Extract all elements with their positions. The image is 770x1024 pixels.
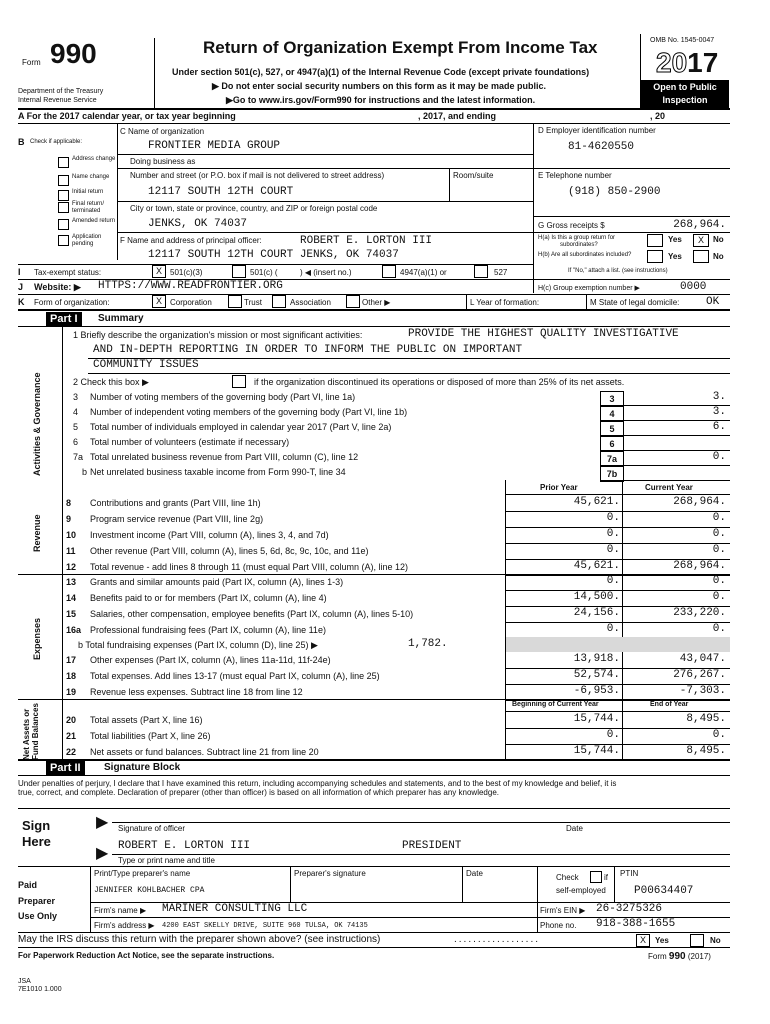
- e-label: E Telephone number: [538, 171, 612, 180]
- line-text: Number of independent voting members of the governing body (Part VI, line 1b): [90, 407, 408, 417]
- row-text: Salaries, other compensation, employee benefits (Part IX, column (A), lines 5-10): [90, 609, 414, 619]
- b-checkbox[interactable]: [58, 219, 69, 230]
- opt-501c3: 501(c)(3): [170, 268, 203, 277]
- discuss-no-label: No: [710, 936, 721, 945]
- line-number: 5: [73, 422, 79, 432]
- discuss-no-checkbox[interactable]: [690, 934, 704, 947]
- row-current-value: 0.: [712, 544, 726, 556]
- phone-label: Phone no.: [540, 921, 577, 930]
- sign-arrow-icon: ▶: [96, 814, 109, 831]
- b-item-label: Amended return: [72, 218, 116, 224]
- row-text: Total expenses. Add lines 13-17 (must equal Part IX, column (A), line 25): [90, 671, 380, 681]
- signer-title: PRESIDENT: [402, 840, 462, 852]
- b-checkbox[interactable]: [58, 190, 69, 201]
- row-current-value: 0.: [712, 729, 726, 741]
- line-value: 3.: [712, 406, 726, 418]
- corporation-checkbox[interactable]: X: [152, 295, 166, 308]
- firm-ein-label: Firm's EIN ▶: [540, 906, 586, 915]
- line16b-label: b Total fundraising expenses (Part IX, column (D), line 25) ▶: [78, 640, 318, 650]
- row-prior-value: 45,621.: [573, 496, 620, 508]
- part2-title: Signature Block: [104, 762, 181, 773]
- row-prior-value: 15,744.: [573, 713, 620, 725]
- row-current-value: 0.: [712, 512, 726, 524]
- paperwork-notice: For Paperwork Reduction Act Notice, see the separate instructions.: [18, 951, 275, 960]
- row-text: Total liabilities (Part X, line 26): [90, 731, 211, 741]
- discuss-question: May the IRS discuss this return with the preparer shown above? (see instructions): [18, 934, 381, 945]
- side-net-2: Fund Balances: [31, 703, 40, 760]
- room-label: Room/suite: [453, 171, 494, 180]
- row-number: 18: [66, 671, 77, 681]
- hb-label: H(b) Are all subordinates included?: [538, 252, 632, 258]
- mission-line-1: PROVIDE THE HIGHEST QUALITY INVESTIGATIVE: [408, 328, 679, 340]
- form-of-org-label: Form of organization:: [34, 298, 110, 307]
- line2-label: 2 Check this box ▶: [73, 377, 149, 387]
- row-a-end: , 20: [650, 111, 666, 121]
- firm-address: 4200 EAST SKELLY DRIVE, SUITE 960 TULSA, OK 74135: [162, 922, 368, 930]
- d-label: D Employer identification number: [538, 126, 656, 135]
- subtitle-1: Under section 501(c), 527, or 4947(a)(1) of the Internal Revenue Code (except private foundations): [172, 67, 590, 77]
- opt-corporation: Corporation: [170, 298, 212, 307]
- mission-line-3: COMMUNITY ISSUES: [93, 359, 199, 371]
- part1-title: Summary: [98, 313, 144, 324]
- discuss-yes-label: Yes: [655, 936, 669, 945]
- row-prior-value: 0.: [606, 623, 620, 635]
- subtitle-3: ▶Go to www.irs.gov/Form990 for instructions and the latest information.: [226, 95, 536, 105]
- omb-number: OMB No. 1545-0047: [650, 37, 715, 44]
- street-label: Number and street (or P.O. box if mail is not delivered to street address): [130, 171, 385, 180]
- other-checkbox[interactable]: [346, 295, 360, 308]
- row-text: Net assets or fund balances. Subtract line 21 from line 20: [90, 747, 319, 757]
- row-text: Program service revenue (Part VIII, line 2g): [90, 514, 264, 524]
- hb-no-label: No: [713, 252, 724, 261]
- print-name-label: Print/Type preparer's name: [94, 869, 191, 878]
- preparer-phone: 918-388-1655: [596, 918, 676, 930]
- line-value: 6.: [712, 421, 726, 433]
- prep-date-label: Date: [466, 869, 483, 878]
- form-ref: Form 990 (2017): [648, 951, 711, 962]
- line-box-number: 7b: [600, 466, 624, 482]
- ptin-label: PTIN: [620, 869, 639, 878]
- website-label: Website: ▶: [34, 282, 81, 292]
- row-text: Grants and similar amounts paid (Part IX, column (A), lines 1-3): [90, 577, 344, 587]
- ptin-value: P00634407: [634, 885, 694, 897]
- firm-ein: 26-3275326: [596, 903, 663, 915]
- dba-label: Doing business as: [130, 157, 196, 166]
- row-current-value: 0.: [712, 623, 726, 635]
- row-number: 10: [66, 530, 77, 540]
- year-outline: 20: [656, 47, 688, 78]
- perjury-line-1: Under penalties of perjury, I declare that I have examined this return, including accompanying schedules and statements, and to the best of my knowledge and belief, it is: [18, 779, 617, 788]
- dept-line1: Department of the Treasury: [18, 88, 104, 95]
- row-text: Investment income (Part VIII, column (A), lines 3, 4, and 7d): [90, 530, 329, 540]
- line-number: 3: [73, 392, 79, 402]
- line-text: Total number of volunteers (estimate if necessary): [90, 437, 290, 447]
- opt-association: Association: [290, 298, 331, 307]
- 501c-checkbox[interactable]: [232, 265, 246, 278]
- line-number: b: [82, 467, 88, 477]
- ha-no-box[interactable]: X: [693, 234, 709, 247]
- ha-label: H(a) Is this a group return for: [538, 235, 616, 241]
- year-bold: 17: [687, 47, 719, 78]
- line2-checkbox[interactable]: [232, 375, 246, 388]
- 527-checkbox[interactable]: [474, 265, 488, 278]
- discuss-dots: ..................: [454, 934, 541, 945]
- b-item-label: Initial return: [72, 189, 104, 195]
- side-net-1: Net Assets or: [22, 708, 31, 760]
- dept-line2: Internal Revenue Service: [18, 97, 97, 104]
- form-word: Form: [22, 58, 41, 67]
- row-current-value: 268,964.: [673, 496, 726, 508]
- row-prior-value: 0.: [606, 528, 620, 540]
- line-value: 0.: [712, 451, 726, 463]
- ha-sub: subordinates?: [560, 242, 598, 248]
- line-number: 4: [73, 407, 79, 417]
- row-current-value: 0.: [712, 575, 726, 587]
- ein: 81-4620550: [568, 141, 635, 153]
- section-b-label: B: [18, 137, 25, 147]
- opt-trust: Trust: [244, 298, 262, 307]
- subtitle-2: ▶ Do not enter social security numbers on this form as it may be made public.: [212, 81, 546, 91]
- prior-year-header: Prior Year: [540, 483, 578, 492]
- line-box-number: 7a: [600, 451, 624, 467]
- row-number: 20: [66, 715, 77, 725]
- hb-no-box[interactable]: [693, 250, 709, 263]
- row-current-value: 8,495.: [686, 713, 726, 725]
- hb-yes-label: Yes: [668, 252, 682, 261]
- row-number: 17: [66, 655, 77, 665]
- line1-label: 1 Briefly describe the organization's mission or most significant activities:: [73, 330, 363, 340]
- row-prior-value: -6,953.: [573, 685, 620, 697]
- form-title: Return of Organization Exempt From Income Tax: [203, 38, 598, 57]
- row-prior-value: 0.: [606, 575, 620, 587]
- boy-header: Beginning of Current Year: [512, 701, 599, 708]
- line-box-number: 3: [600, 391, 624, 407]
- opt-527: 527: [494, 268, 508, 277]
- line16b-value: 1,782.: [408, 638, 448, 650]
- line16b-shade: [506, 637, 730, 652]
- org-name: FRONTIER MEDIA GROUP: [148, 140, 281, 152]
- m-label: M State of legal domicile:: [590, 298, 680, 307]
- row-current-value: 0.: [712, 528, 726, 540]
- hc-value: 0000: [680, 281, 707, 293]
- b-checkbox[interactable]: [58, 235, 69, 246]
- trust-checkbox[interactable]: [228, 295, 242, 308]
- phone: (918) 850-2900: [568, 186, 661, 198]
- row-number: 9: [66, 514, 72, 524]
- paid-label-2: Preparer: [18, 896, 56, 906]
- tax-year: [656, 47, 718, 79]
- perjury-line-2: true, correct, and complete. Declaration of preparer (other than officer) is based on all information of which preparer has any knowledge.: [18, 788, 499, 797]
- opt-other: Other ▶: [362, 298, 391, 307]
- row-prior-value: 24,156.: [573, 607, 620, 619]
- row-text: Other revenue (Part VIII, column (A), lines 5, 6d, 8c, 9c, 10c, and 11e): [90, 546, 369, 556]
- mission-line-2: AND IN-DEPTH REPORTING IN ORDER TO INFORM THE PUBLIC ON IMPORTANT: [93, 344, 523, 356]
- row-prior-value: 14,500.: [573, 591, 620, 603]
- check-label: Check: [556, 873, 579, 882]
- firm-name: MARINER CONSULTING LLC: [162, 903, 308, 915]
- row-a-mid: , 2017, and ending: [418, 111, 497, 121]
- row-current-value: 0.: [712, 591, 726, 603]
- line-box-number: 5: [600, 421, 624, 437]
- b-item-label: Final return/ terminated: [72, 201, 105, 214]
- row-prior-value: 15,744.: [573, 745, 620, 757]
- row-number: 19: [66, 687, 77, 697]
- row-text: Total assets (Part X, line 16): [90, 715, 203, 725]
- line-text: Number of voting members of the governing body (Part VI, line 1a): [90, 392, 356, 402]
- c-label: C Name of organization: [120, 127, 205, 136]
- row-number: 22: [66, 747, 77, 757]
- type-name-label: Type or print name and title: [118, 856, 215, 865]
- l-label: L Year of formation:: [470, 298, 540, 307]
- part1-badge: Part I: [46, 312, 82, 326]
- row-prior-value: 0.: [606, 729, 620, 741]
- check-if-applicable: Check if applicable:: [30, 139, 83, 145]
- g-label: G Gross receipts $: [538, 221, 605, 230]
- jsa-code: 7E1010 1.000: [18, 986, 62, 993]
- prep-sig-label: Preparer's signature: [294, 869, 366, 878]
- sign-arrow2-icon: ▶: [96, 845, 109, 862]
- discuss-yes-checkbox[interactable]: X: [636, 934, 650, 947]
- b-item-label: Address change: [72, 156, 116, 162]
- signer-name: ROBERT E. LORTON III: [118, 840, 251, 852]
- eoy-header: End of Year: [650, 701, 689, 708]
- row-number: 15: [66, 609, 77, 619]
- ha-yes-box[interactable]: [647, 234, 663, 247]
- website-value[interactable]: HTTPS://WWW.READFRONTIER.ORG: [98, 280, 283, 292]
- b-checkbox[interactable]: [58, 157, 69, 168]
- row-k-label: K: [18, 297, 25, 307]
- street: 12117 SOUTH 12TH COURT: [148, 186, 294, 198]
- current-year-header: Current Year: [645, 483, 693, 492]
- paid-label-3: Use Only: [18, 911, 58, 921]
- row-text: Contributions and grants (Part VIII, line 1h): [90, 498, 261, 508]
- sig-officer-label: Signature of officer: [118, 824, 186, 833]
- row-j-label: J: [18, 282, 24, 292]
- city: JENKS, OK 74037: [148, 218, 248, 230]
- sign-label-2: Here: [22, 834, 51, 849]
- row-prior-value: 13,918.: [573, 653, 620, 665]
- open-to-public-badge: Open to Public Inspection: [641, 80, 729, 109]
- if-label: if: [604, 873, 608, 882]
- hc-label: H(c) Group exemption number ▶: [538, 285, 640, 292]
- row-text: Revenue less expenses. Subtract line 18 from line 12: [90, 687, 303, 697]
- row-current-value: 43,047.: [679, 653, 726, 665]
- b-checkbox[interactable]: [58, 202, 69, 213]
- side-activities: Activities & Governance: [32, 372, 42, 476]
- association-checkbox[interactable]: [272, 295, 286, 308]
- preparer-name: JENNIFER KOHLBACHER CPA: [94, 886, 205, 895]
- line-box-number: 4: [600, 406, 624, 422]
- line-text: Total unrelated business revenue from Part VIII, column (C), line 12: [90, 452, 359, 462]
- 4947-checkbox[interactable]: [382, 265, 396, 278]
- line-number: 7a: [73, 452, 84, 462]
- row-number: 16a: [66, 625, 82, 635]
- row-current-value: 233,220.: [673, 607, 726, 619]
- row-current-value: 8,495.: [686, 745, 726, 757]
- row-number: 11: [66, 546, 76, 556]
- hb-yes-box[interactable]: [647, 250, 663, 263]
- firm-address-label: Firm's address ▶: [94, 921, 155, 930]
- ha-no-label: No: [713, 235, 724, 244]
- opt-4947: 4947(a)(1) or: [400, 268, 447, 277]
- row-prior-value: 0.: [606, 512, 620, 524]
- jsa-label: JSA: [18, 978, 31, 985]
- row-text: Benefits paid to or for members (Part IX, column (A), line 4): [90, 593, 327, 603]
- part2-badge: Part II: [46, 761, 85, 775]
- line-text: Net unrelated business taxable income from Form 990-T, line 34: [90, 467, 346, 477]
- row-number: 14: [66, 593, 77, 603]
- self-employed-label: self-employed: [556, 886, 606, 895]
- row-prior-value: 0.: [606, 544, 620, 556]
- self-employed-checkbox[interactable]: [590, 871, 602, 883]
- tax-exempt-label: Tax-exempt status:: [34, 268, 102, 277]
- row-prior-value: 45,621.: [573, 560, 620, 572]
- city-label: City or town, state or province, country, and ZIP or foreign postal code: [130, 204, 378, 213]
- b-checkbox[interactable]: [58, 175, 69, 186]
- row-text: Professional fundraising fees (Part IX, column (A), line 11e): [90, 625, 326, 635]
- side-revenue: Revenue: [32, 514, 42, 552]
- sign-label-1: Sign: [22, 818, 51, 833]
- row-number: 8: [66, 498, 72, 508]
- 501c3-checkbox[interactable]: X: [152, 265, 166, 278]
- ha-yes-label: Yes: [668, 235, 682, 244]
- paid-label-1: Paid: [18, 880, 38, 890]
- officer-address: 12117 SOUTH 12TH COURT JENKS, OK 74037: [148, 249, 399, 261]
- sig-date-label: Date: [566, 824, 583, 833]
- officer-name: ROBERT E. LORTON III: [300, 235, 433, 247]
- row-i-label: I: [18, 267, 21, 277]
- b-item-label: Application pending: [72, 234, 102, 247]
- form-number: 990: [50, 38, 97, 69]
- f-label: F Name and address of principal officer:: [120, 236, 262, 245]
- row-current-value: 276,267.: [673, 669, 726, 681]
- line-number: 6: [73, 437, 79, 447]
- row-number: 21: [66, 731, 77, 741]
- row-number: 12: [66, 562, 77, 572]
- state-domicile: OK: [706, 296, 720, 308]
- line-text: Total number of individuals employed in calendar year 2017 (Part V, line 2a): [90, 422, 392, 432]
- row-text: Other expenses (Part IX, column (A), lines 11a-11d, 11f-24e): [90, 655, 331, 665]
- opt-501c: 501(c) (: [250, 268, 278, 277]
- line2-text: if the organization discontinued its operations or disposed of more than 25% of its net assets.: [254, 377, 625, 387]
- if-no-note: If "No," attach a list. (see instructions): [568, 268, 668, 274]
- line-box-number: 6: [600, 436, 624, 452]
- row-current-value: 268,964.: [673, 560, 726, 572]
- side-expenses: Expenses: [32, 617, 42, 660]
- row-prior-value: 52,574.: [573, 669, 620, 681]
- firm-name-label: Firm's name ▶: [94, 906, 147, 915]
- gross-receipts: 268,964.: [673, 219, 726, 231]
- row-number: 13: [66, 577, 77, 587]
- row-a-label: A For the 2017 calendar year, or tax year beginning: [18, 111, 236, 121]
- row-text: Total revenue - add lines 8 through 11 (must equal Part VIII, column (A), line 12): [90, 562, 408, 572]
- row-current-value: -7,303.: [679, 685, 726, 697]
- line-value: 3.: [712, 391, 726, 403]
- opt-insert: ) ◀ (insert no.): [300, 268, 352, 277]
- b-item-label: Name change: [72, 174, 110, 180]
